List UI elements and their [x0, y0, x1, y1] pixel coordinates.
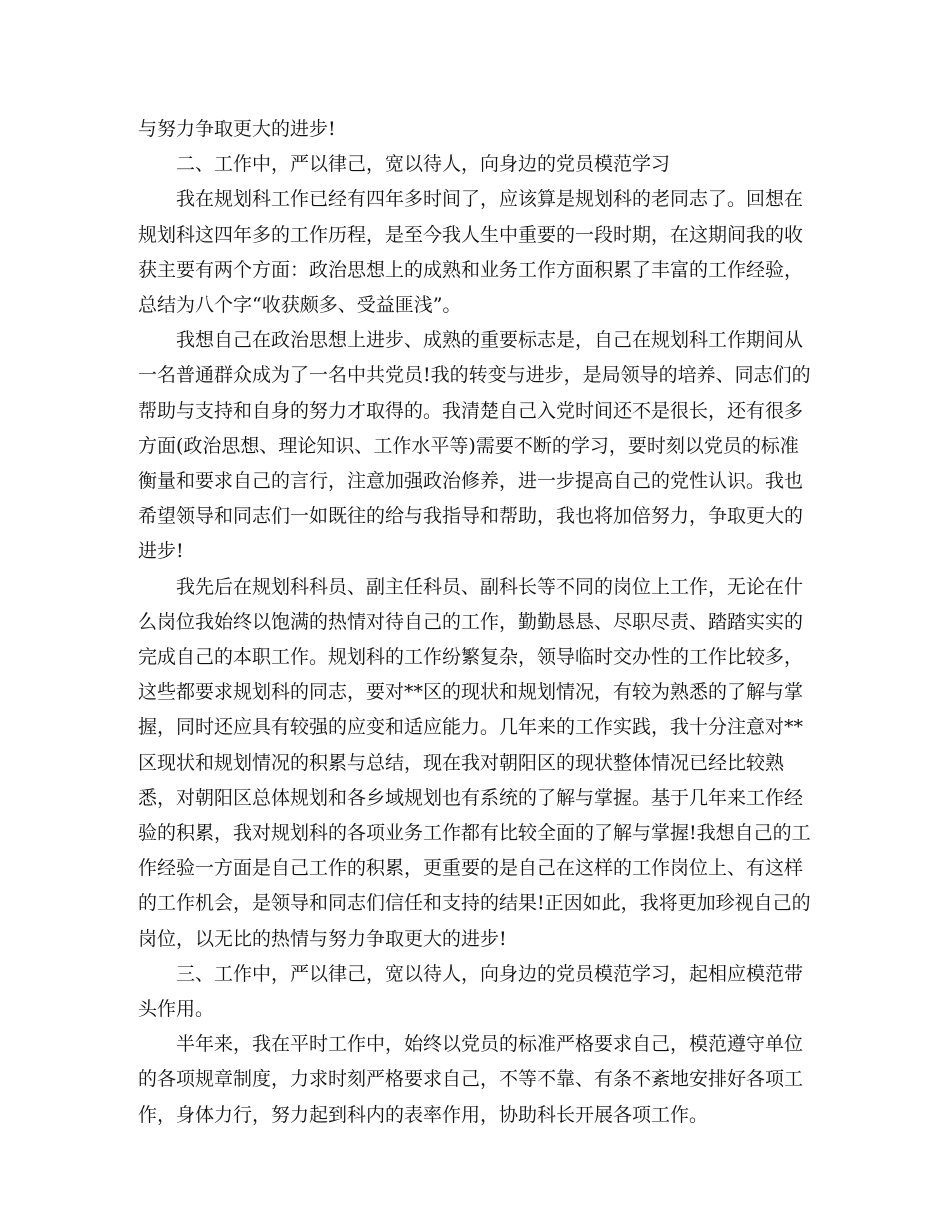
paragraph-political-progress: 我想自己在政治思想上进步、成熟的重要标志是，自己在规划科工作期间从一名普通群众成为了一名中共党员!我的转变与进步，是局领导的培养、同志们的帮助与支持和自身的努力才取得的。我清楚自己入党时间还不是很长，还有很多方面(政治思想、理论知识、工作水平等)需要不断的学习，要时刻以党员的标准衡量和要求自己的言行，注意加强政治修养，进一步提高自己的党性认识。我也希望领导和同志们一如既往的给与我指导和帮助，我也将加倍努力，争取更大的进步! — [138, 329, 811, 563]
section-heading-two: 二、工作中，严以律己，宽以待人，向身边的党员模范学习 — [176, 153, 671, 176]
document-body — [138, 112, 814, 1133]
section-heading-three: 三、工作中，严以律己，宽以待人，向身边的党员模范学习，起相应模范带头作用。 — [138, 962, 804, 1021]
paragraph-work-history: 我在规划科工作已经有四年多时间了，应该算是规划科的老同志了。回想在规划科这四年多的工作历程，是至今我人生中重要的一段时期，在这期间我的收获主要有两个方面：政治思想上的成熟和业务工作方面积累了丰富的工作经验，总结为八个字“收获颇多、受益匪浅”。 — [138, 188, 804, 317]
paragraph-continuation: 与努力争取更大的进步! — [138, 118, 336, 140]
paragraph-half-year: 半年来，我在平时工作中，始终以党员的标准严格要求自己，模范遵守单位的各项规章制度，力求时刻严格要求自己，不等不靠、有条不紊地安排好各项工作，身体力行，努力起到科内的表率作用，协助科长开展各项工作。 — [138, 1033, 804, 1126]
paragraph-positions-experience: 我先后在规划科科员、副主任科员、副科长等不同的岗位上工作，无论在什么岗位我始终以饱满的热情对待自己的工作，勤勤恳恳、尽职尽责、踏踏实实的完成自己的本职工作。规划科的工作纷繁复杂，领导临时交办性的工作比较多，这些都要求规划科的同志，要对**区的现状和规划情况，有较为熟悉的了解与掌握，同时还应具有较强的应变和适应能力。几年来的工作实践，我十分注意对**区现状和规划情况的积累与总结，现在我对朝阳区的现状整体情况已经比较熟悉，对朝阳区总体规划和各乡域规划也有系统的了解与掌握。基于几年来工作经验的积累，我对规划科的各项业务工作都有比较全面的了解与掌握!我想自己的工作经验一方面是自己工作的积累，更重要的是自己在这样的工作岗位上、有这样的工作机会，是领导和同志们信任和支持的结果!正因如此，我将更加珍视自己的岗位，以无比的热情与努力争取更大的进步! — [138, 575, 811, 950]
